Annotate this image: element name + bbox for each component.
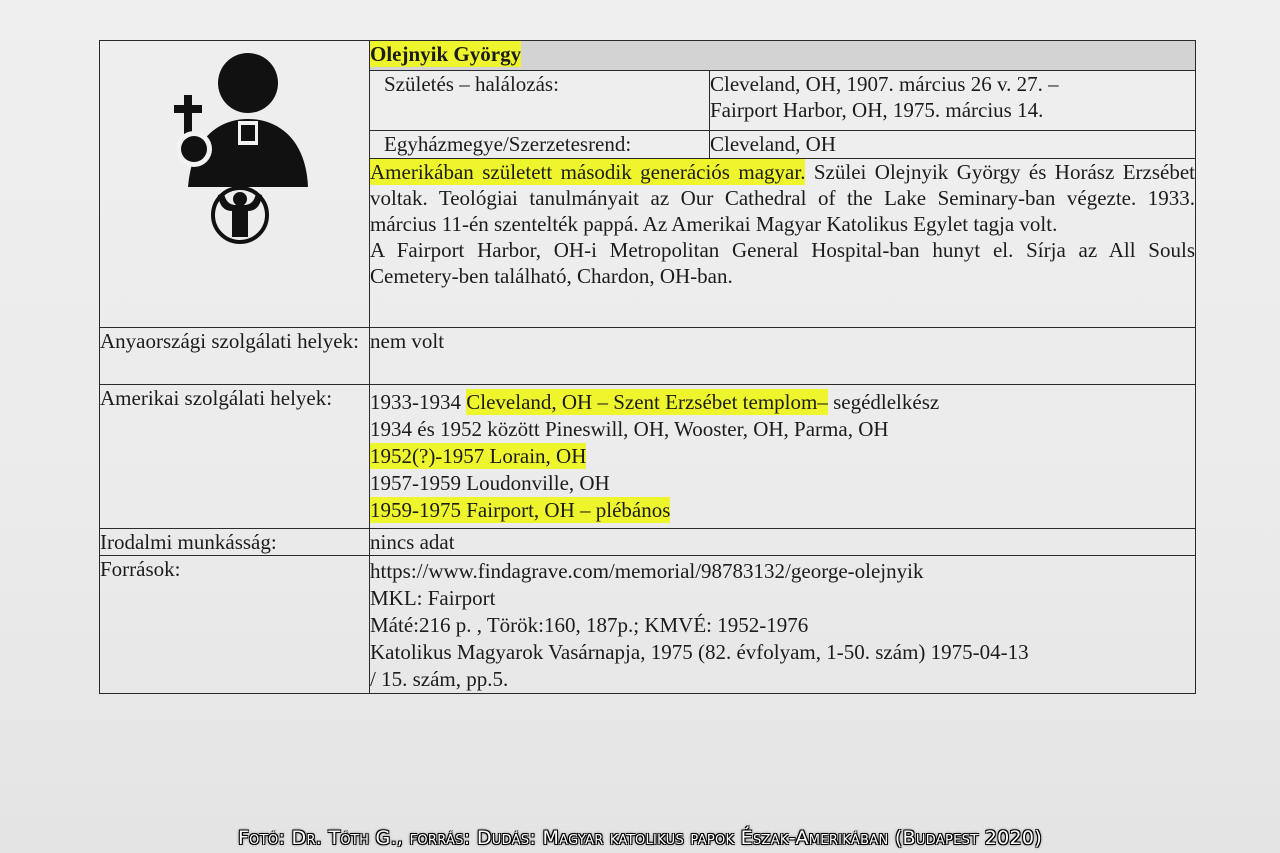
birth-death-value (710, 71, 1196, 131)
biography-text (370, 159, 1196, 328)
sources-list (370, 556, 1196, 694)
icons-cell (100, 41, 370, 328)
sources-label: Források: (100, 556, 370, 694)
death-line: Fairport Harbor, OH, 1975. március 14. (710, 98, 1044, 123)
service-entry: 1934 és 1952 között Pineswill, OH, Wooster, OH, Parma, OH (370, 417, 889, 441)
source-entry: Katolikus Magyarok Vasárnapja, 1975 (82. évfolyam, 1-50. szám) 1975-04-13 (370, 640, 1029, 664)
literary-value: nincs adat (370, 529, 1196, 556)
source-entry: https://www.findagrave.com/memorial/98783132/george-olejnyik (370, 559, 924, 583)
biography-card (99, 40, 1196, 694)
literary-label: Irodalmi munkásság: (100, 529, 370, 556)
service-entry: 1959-1975 Fairport, OH – plébános (370, 498, 671, 522)
source-entry: / 15. szám, pp.5. (370, 667, 509, 691)
diocese-label: Egyházmegye/Szerzetesrend: (370, 131, 710, 159)
birth-death-label: Születés – halálozás: (370, 71, 710, 131)
home-service-label: Anyaországi szolgálati helyek: (100, 328, 370, 385)
photo-credit-caption: Fotó: Dr. Tóth G., forrás: Dudás: Magyar katolikus papok Észak-Amerikában (Budapest 2020) (237, 827, 1043, 849)
child-protection-icon (210, 181, 270, 245)
american-service-label: Amerikai szolgálati helyek: (100, 385, 370, 529)
bio-rest: Szülei Olejnyik György és Horász Erzsébet voltak. Teológiai tanulmányait az Our Cathedral of the Lake Seminary-ban végezte. 1933. március 11-én szentelték pappá. Az Amerikai Magyar Katolikus Egylet tagja volt. (370, 160, 1195, 237)
bio-highlight: Amerikában született második generációs magyar. (370, 160, 806, 185)
person-name: Olejnyik György (370, 42, 522, 66)
source-entry: Máté:216 p. , Török:160, 187p.; KMVÉ: 1952-1976 (370, 613, 809, 637)
service-entry: 1957-1959 Loudonville, OH (370, 471, 610, 495)
american-service-list (370, 385, 1196, 529)
bio-paragraph-2: A Fairport Harbor, OH-i Metropolitan General Hospital-ban hunyt el. Sírja az All Souls Cemetery-ben található, Chardon, OH-ban. (370, 238, 1195, 289)
diocese-value: Cleveland, OH (710, 131, 1196, 159)
home-service-value: nem volt (370, 328, 1196, 385)
source-entry: MKL: Fairport (370, 586, 496, 610)
person-name-cell (370, 41, 1196, 71)
service-entry: 1952(?)-1957 Lorain, OH (370, 444, 587, 468)
birth-line: Cleveland, OH, 1907. március 26 v. 27. – (710, 72, 1059, 97)
service-entry: 1933-1934 Cleveland, OH – Szent Erzsébet templom– segédlelkész (370, 390, 940, 414)
